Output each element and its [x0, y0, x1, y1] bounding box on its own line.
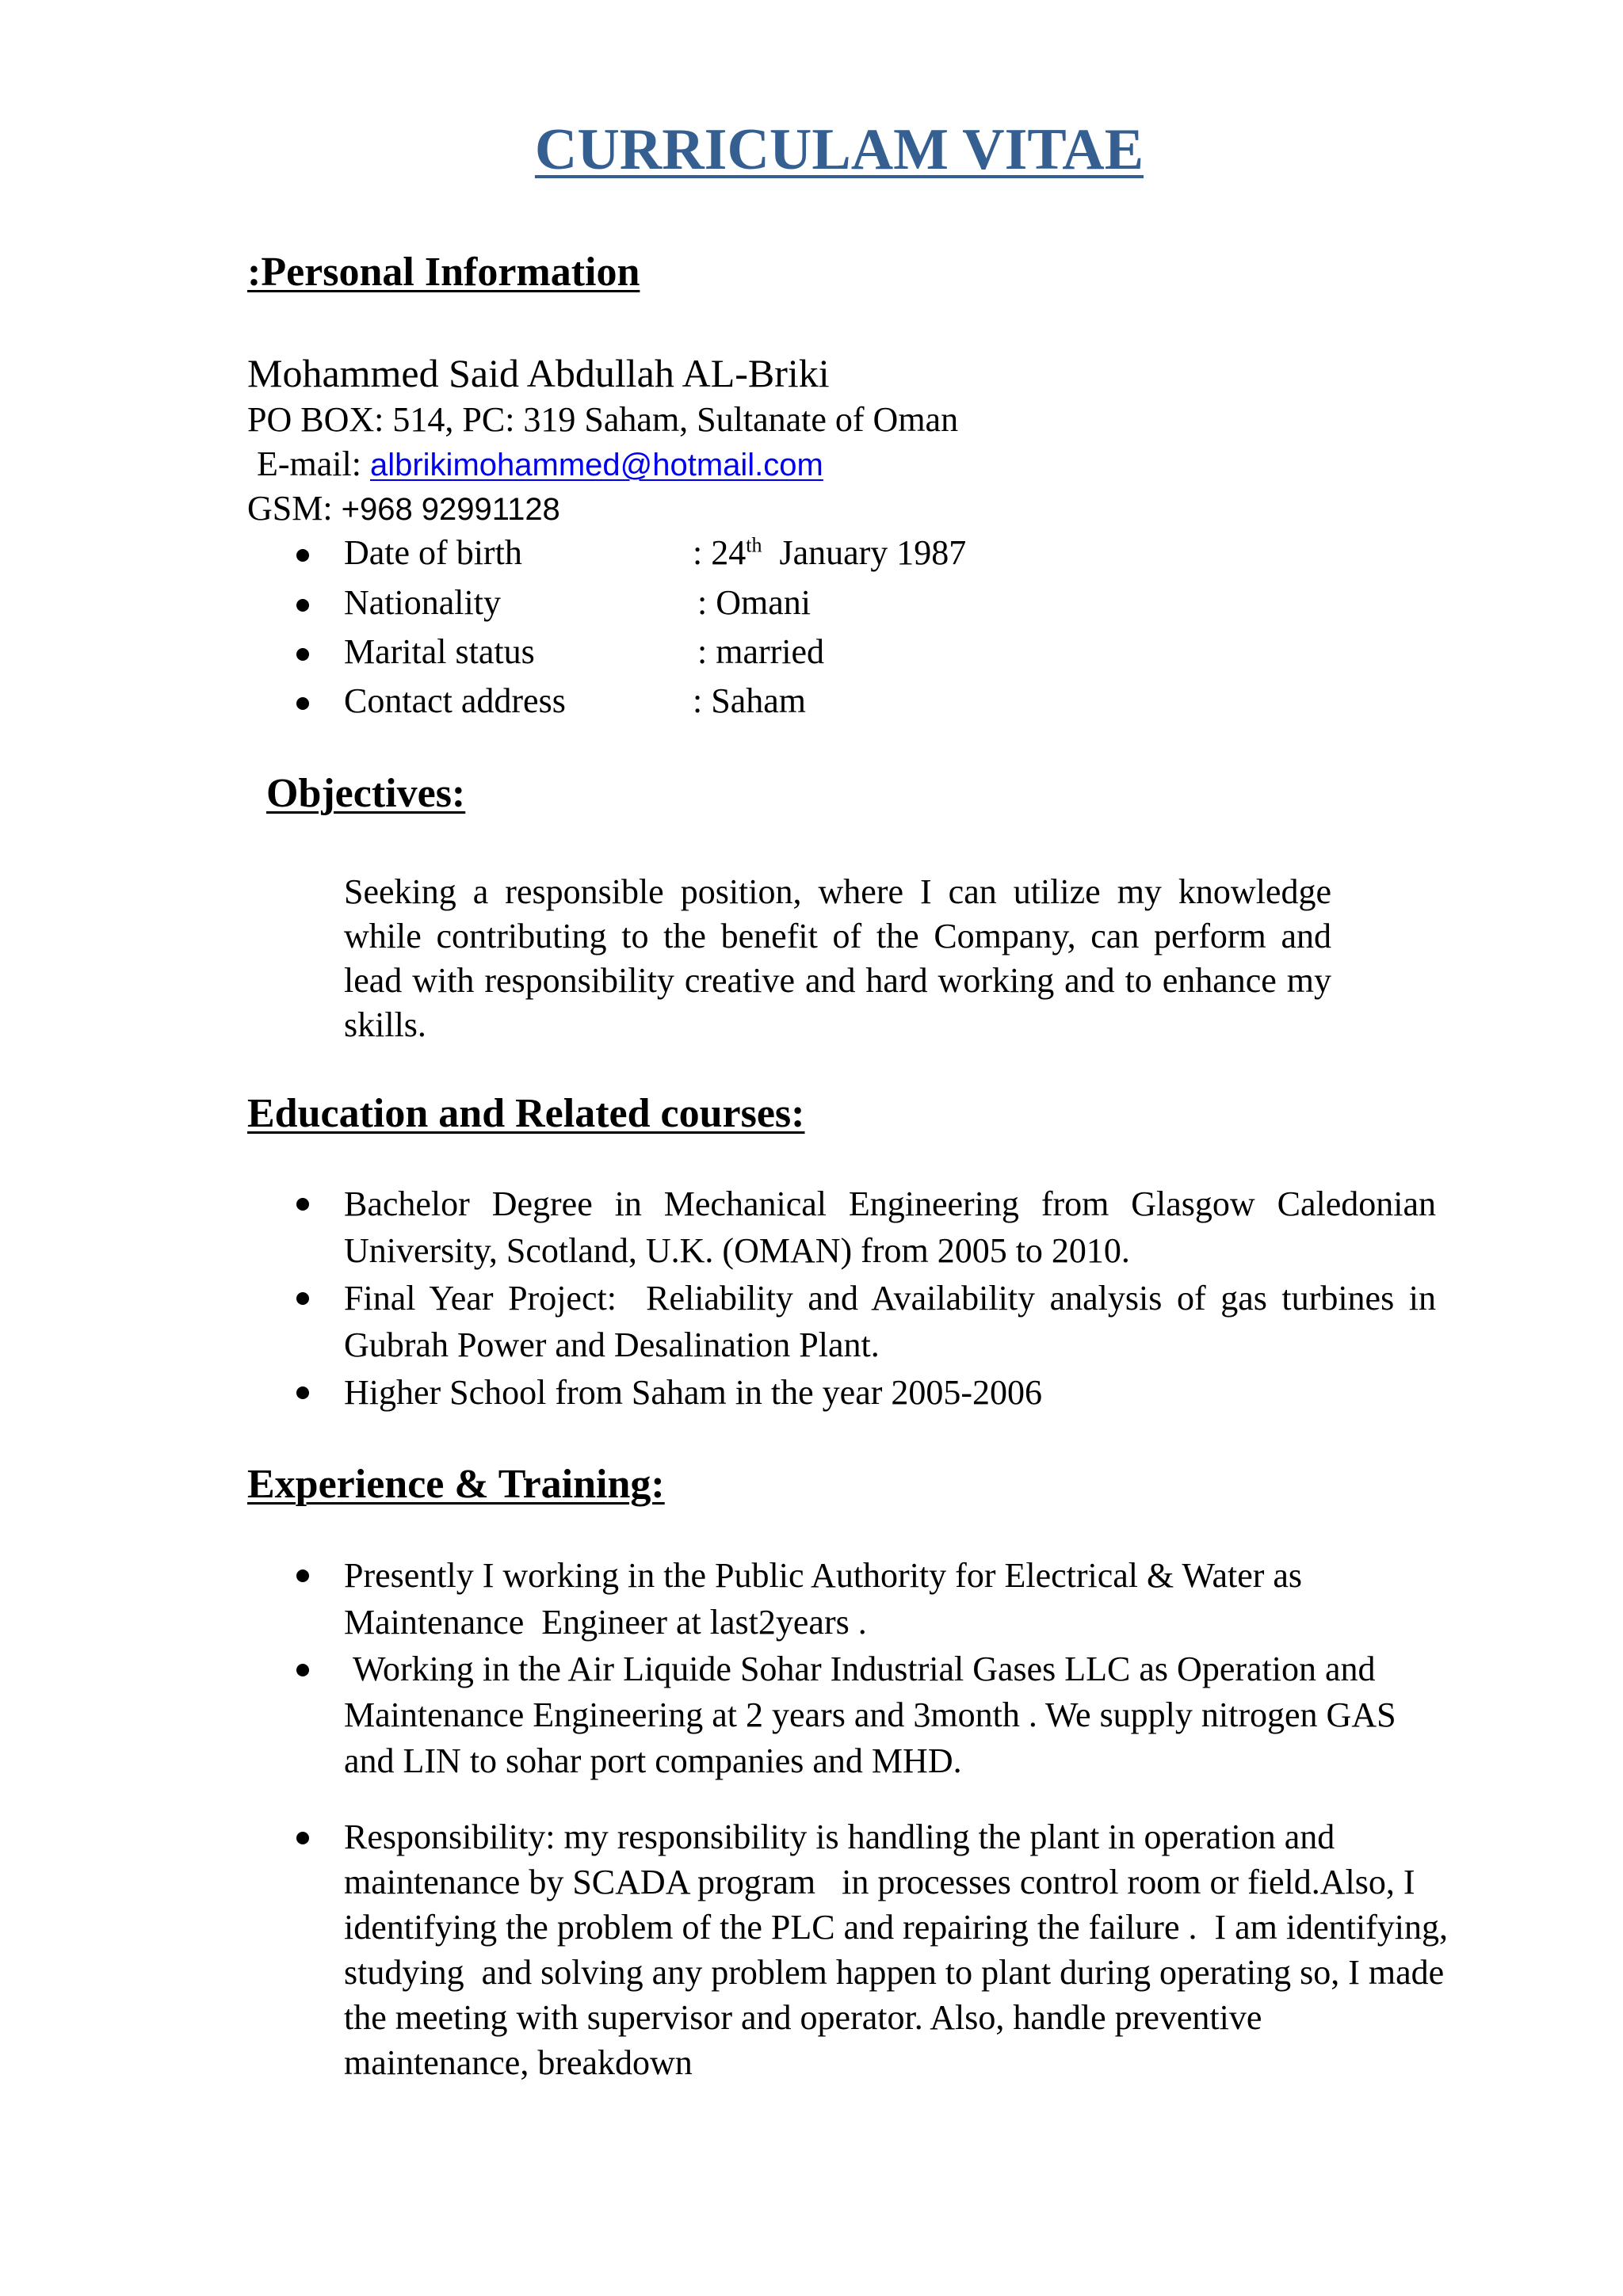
- nationality-label: Nationality: [344, 583, 501, 622]
- education-heading: Education and Related courses:: [247, 1091, 805, 1136]
- bullet-icon: [296, 549, 309, 562]
- email-link[interactable]: albrikimohammed@hotmail.com: [369, 448, 823, 482]
- bullet-icon: [296, 1832, 309, 1844]
- education-item: Bachelor Degree in Mechanical Engineering from Glasgow Caledonian University, Scotland, U.K. (OMAN) from 2005 to 2010.: [344, 1184, 1436, 1270]
- bullet-icon: [296, 648, 309, 661]
- email-label: E-mail:: [257, 444, 370, 483]
- education-item: Higher School from Saham in the year 2005-2006: [344, 1373, 1043, 1412]
- bullet-icon: [296, 1386, 309, 1399]
- objectives-text: Seeking a responsible position, where I can utilize my knowledge while contributing to the benefit of the Company, can perform and lead with responsibility creative and hard working and to enhance my skills.: [344, 872, 1331, 1044]
- bullet-icon: [296, 1569, 309, 1582]
- education-item: Final Year Project: Reliability and Availability analysis of gas turbines in Gubrah Power and Desalination Plant.: [344, 1279, 1445, 1364]
- contact-address-label: Contact address: [344, 681, 566, 720]
- personal-information-heading: :Personal Information: [247, 250, 640, 295]
- dob-label: Date of birth: [344, 533, 522, 572]
- contact-address-value: : Saham: [693, 681, 806, 720]
- marital-status-value: : married: [697, 632, 825, 671]
- full-name: Mohammed Said Abdullah AL-Briki: [247, 351, 830, 395]
- dob-value: : 24th January 1987: [693, 533, 967, 572]
- bullet-icon: [296, 697, 309, 710]
- experience-heading: Experience & Training:: [247, 1462, 665, 1507]
- gsm-label: GSM:: [247, 489, 342, 528]
- objectives-heading: Objectives:: [266, 771, 466, 816]
- nationality-value: : Omani: [697, 583, 811, 622]
- email-line: [257, 444, 823, 483]
- experience-item: Presently I working in the Public Authority for Electrical & Water as Maintenance Engineer at last2years .: [344, 1556, 1312, 1642]
- experience-item: Working in the Air Liquide Sohar Industrial Gases LLC as Operation and Maintenance Engineering at 2 years and 3month . We supply nitrogen GAS and LIN to sohar port companies and MHD.: [344, 1650, 1405, 1780]
- postal-address: PO BOX: 514, PC: 319 Saham, Sultanate of Oman: [247, 400, 959, 439]
- bullet-icon: [296, 1664, 309, 1676]
- bullet-icon: [296, 1292, 309, 1305]
- experience-item: Responsibility: my responsibility is handling the plant in operation and maintenance by SCADA program in processes control room or field.Also, I identifying the problem of the PLC and repairing the failure . I am identifying, studying and solving any problem happen to plant during operating so, I made the meeting with supervisor and operator. Also, handle preventive maintenance, breakdown: [344, 1817, 1457, 2082]
- bullet-icon: [296, 1198, 309, 1211]
- document-title: CURRICULAM VITAE: [534, 117, 1144, 182]
- gsm-number: +968 92991128: [341, 492, 560, 527]
- marital-status-label: Marital status: [344, 632, 535, 671]
- bullet-icon: [296, 599, 309, 612]
- gsm-line: [247, 491, 560, 526]
